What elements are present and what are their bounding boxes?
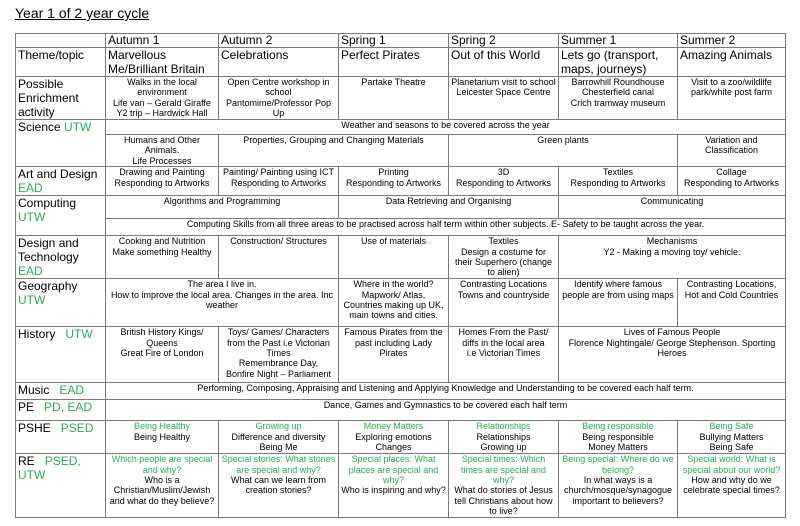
header-spring-1: Spring 1: [339, 34, 449, 48]
row-label-enrichment: Possible Enrichment activity: [16, 77, 106, 120]
science-cell: [106, 135, 219, 167]
subject-name: History: [18, 327, 56, 342]
re-cell: [219, 454, 339, 517]
geography-cell: [106, 279, 339, 327]
cell-line: Responding to Artworks: [570, 177, 666, 188]
dt-cell: [106, 236, 219, 279]
pshe-cell: [339, 421, 449, 454]
enrichment-cell: [339, 77, 449, 120]
dt-cell: Construction/ Structures: [219, 236, 339, 279]
cell-heading: Being responsible: [582, 421, 654, 432]
geography-cell: [449, 279, 559, 327]
cell-line: Crich tramway museum: [570, 97, 666, 108]
header-summer-1: Summer 1: [559, 34, 678, 48]
cell-line: Florence Nightingale/ George Stephenson. Sporting Heroes: [568, 337, 776, 359]
subject-name: Design and Technology: [18, 236, 79, 265]
pshe-cell: [559, 421, 678, 454]
cell-line: Textiles: [488, 236, 519, 247]
cell-line: Great Fire of London: [120, 348, 204, 359]
area-tag: EAD: [18, 181, 43, 196]
cell-line: Bonfire Night – Parliament: [225, 368, 332, 379]
cell-line: Where in the world?: [353, 279, 434, 290]
area-tag: PD, EAD: [44, 400, 93, 415]
cell-line: Leicester Space Centre: [456, 87, 551, 98]
theme-cell: Marvellous Me/Brilliant Britain: [106, 48, 219, 77]
row-computing-yearly: [16, 219, 786, 236]
enrichment-cell: [449, 77, 559, 120]
cell-line: Growing up: [480, 442, 527, 453]
cell-line: Collage: [716, 167, 747, 178]
re-cell: [559, 454, 678, 517]
row-label-music: [16, 383, 106, 400]
cell-line: Toys/ Games/ Characters from the Past i.e Victorian Times: [227, 327, 330, 359]
theme-cell: Amazing Animals: [678, 48, 786, 77]
cell-heading: Special places: What places are special and why?: [348, 454, 439, 486]
cell-line: Changes: [375, 442, 412, 453]
theme-cell: Perfect Pirates: [339, 48, 449, 77]
enrichment-cell: [219, 77, 339, 120]
pe-yearly-cell: Dance, Games and Gymnastics to be covered each half term: [106, 400, 786, 421]
row-history: [16, 327, 786, 383]
history-cell: [106, 327, 219, 383]
cell-heading: Special world: What is special about our world?: [682, 454, 781, 475]
pshe-cell: [219, 421, 339, 454]
cell-line: Visit to a zoo/wildlife park/white post farm: [690, 77, 773, 98]
dt-cell: [449, 236, 559, 279]
row-dt: [16, 236, 786, 279]
subject-name: Geography: [18, 279, 78, 294]
subject-name: Computing: [18, 196, 77, 211]
cell-line: Life Processes: [132, 155, 192, 166]
cell-line: Countries making up UK, main towns and cities.: [343, 300, 444, 321]
cell-line: Remembrance Day,: [238, 358, 319, 369]
cell-line: Mapwork/ Atlas,: [361, 289, 426, 300]
cell-heading: Being Healthy: [133, 421, 191, 432]
cell-line: Homes From the Past/ diffs in the local area: [458, 327, 549, 348]
row-pe: [16, 400, 786, 421]
row-label-geography: [16, 279, 106, 327]
cell-line: Pantomime/Professor Pop Up: [225, 97, 332, 119]
header-corner: [16, 34, 106, 48]
cell-line: Towns and countryside: [457, 289, 550, 300]
theme-cell: Celebrations: [219, 48, 339, 77]
cell-line: Walks in the local environment: [127, 77, 197, 98]
page-title: Year 1 of 2 year cycle: [15, 5, 150, 21]
art-cell: [219, 167, 339, 196]
cell-line: Responding to Artworks: [455, 177, 552, 188]
area-tag: UTW: [18, 210, 46, 225]
pshe-cell: [678, 421, 786, 454]
cell-line: British History Kings/ Queens: [120, 327, 204, 348]
science-cell: Properties, Grouping and Changing Materials: [219, 135, 449, 167]
cell-heading: Growing up: [255, 421, 302, 432]
cell-heading: Being special: Where do we belong?: [562, 454, 674, 475]
row-re: [16, 454, 786, 517]
geography-cell: [339, 279, 449, 327]
cell-line: Difference and diversity: [231, 431, 326, 442]
cell-line: Textiles: [602, 167, 633, 178]
cell-line: Design a costume for their Superhero (change to alien): [454, 246, 553, 278]
science-yearly-cell: Weather and seasons to be covered across the year: [106, 120, 786, 135]
cell-line: Who is inspiring and why?: [341, 485, 446, 496]
cell-line: In what ways is a church/mosque/synagogue important to believers?: [563, 475, 673, 506]
history-cell: [449, 327, 559, 383]
row-enrichment: [16, 77, 786, 120]
cell-line: Being Safe: [709, 442, 754, 453]
cell-line: Drawing and Painting: [119, 167, 205, 178]
row-geography: [16, 279, 786, 327]
cell-line: Relationships: [476, 431, 531, 442]
area-tag: UTW: [18, 293, 46, 308]
computing-yearly-cell: Computing Skills from all three areas to be practised across half term within other subjects. E- Safety to be taught across the year.: [106, 219, 786, 236]
cell-line: Responding to Artworks: [683, 177, 780, 188]
computing-cell: Algorithms and Programming: [106, 196, 339, 219]
pshe-cell: [106, 421, 219, 454]
re-cell: [106, 454, 219, 517]
header-autumn-2: Autumn 2: [219, 34, 339, 48]
cell-line: Barrowhill Roundhouse: [571, 77, 665, 87]
cell-line: Y2 trip – Hardwick Hall: [116, 108, 208, 119]
re-cell: [449, 454, 559, 517]
cell-line: Lives of Famous People: [623, 327, 721, 338]
theme-cell: Out of this World: [449, 48, 559, 77]
cell-line: Who is a Christian/Muslim/Jewish and what do they believe?: [109, 475, 215, 506]
area-tag: EAD: [18, 264, 43, 279]
subject-name: PSHE: [18, 421, 51, 436]
subject-name: Music: [18, 383, 50, 398]
cell-line: Make something Healthy: [112, 246, 212, 257]
cell-line: Responding to Artworks: [230, 177, 327, 188]
geography-cell: Identify where famous people are from using maps: [559, 279, 678, 327]
re-cell: [678, 454, 786, 517]
row-label-art: [16, 167, 106, 196]
cell-line: Chesterfield canal: [581, 87, 655, 98]
computing-cell: Communicating: [559, 196, 786, 219]
row-label-science: [16, 120, 106, 167]
cell-line: What do stories of Jesus tell Christians about how to live?: [454, 485, 553, 517]
cell-line: Money Matters: [588, 442, 648, 453]
cell-line: Exploring emotions: [355, 431, 432, 442]
row-label-theme: Theme/topic: [16, 48, 106, 77]
row-art: [16, 167, 786, 196]
cell-line: Being responsible: [582, 431, 654, 442]
cell-line: Y2 - Making a moving toy/ vehicle.: [603, 246, 741, 257]
row-science: [16, 135, 786, 167]
cell-line: Being Me: [259, 442, 298, 453]
cell-line: Painting/ Painting using ICT: [222, 167, 335, 178]
geography-cell: Contrasting Locations, Hot and Cold Countries: [678, 279, 786, 327]
cell-heading: Special times: Which times are special and why?: [460, 454, 547, 486]
history-cell: Famous Pirates from the past including Lady Pirates: [339, 327, 449, 383]
cell-line: Contrasting Locations: [459, 279, 548, 290]
theme-cell: Lets go (transport, maps, journeys): [559, 48, 678, 77]
area-tag: PSED, UTW: [18, 454, 81, 483]
cell-heading: Being Safe: [709, 421, 754, 432]
pshe-cell: [449, 421, 559, 454]
art-cell: [559, 167, 678, 196]
row-label-pe: [16, 400, 106, 421]
header-summer-2: Summer 2: [678, 34, 786, 48]
art-cell: [449, 167, 559, 196]
cell-line: Bullying Matters: [699, 431, 764, 442]
row-label-pshe: [16, 421, 106, 454]
cell-line: How and why do we celebrate special times?: [683, 475, 780, 496]
dt-cell: [559, 236, 786, 279]
history-cell: [219, 327, 339, 383]
cell-line: Life van – Gerald Giraffe: [113, 97, 211, 108]
cell-line: The area I live in.: [187, 279, 257, 290]
music-yearly-cell: Performing, Composing, Appraising and Listening and Applying Knowledge and Understanding to be covered each half term.: [106, 383, 786, 400]
subject-name: Art and Design: [18, 167, 98, 182]
row-label-computing: [16, 196, 106, 236]
header-autumn-1: Autumn 1: [106, 34, 219, 48]
row-label-history: [16, 327, 106, 383]
history-cell: [559, 327, 786, 383]
cell-line: 3D: [497, 167, 510, 178]
cell-line: How to improve the local area. Changes in the area. Inc weather: [110, 289, 334, 311]
row-music: [16, 383, 786, 400]
subject-name: PE: [18, 400, 35, 415]
area-tag: UTW: [64, 120, 92, 134]
cell-line: Partake Theatre: [361, 77, 426, 87]
row-label-dt: [16, 236, 106, 279]
cell-line: Being Healthy: [133, 431, 191, 442]
row-label-re: [16, 454, 106, 517]
cell-line: Mechanisms: [646, 236, 698, 247]
re-cell: [339, 454, 449, 517]
enrichment-cell: [106, 77, 219, 120]
cell-line: What can we learn from creation stories?: [230, 475, 327, 496]
header-row: [16, 34, 786, 48]
cell-line: Responding to Artworks: [345, 177, 442, 188]
cell-line: Printing: [378, 167, 409, 178]
row-pshe: [16, 421, 786, 454]
cell-line: Humans and Other Animals.: [123, 135, 201, 156]
art-cell: [106, 167, 219, 196]
area-tag: EAD: [59, 383, 85, 398]
area-tag: PSED: [60, 421, 94, 436]
dt-cell: Use of materials: [339, 236, 449, 279]
cell-line: Open Centre workshop in school: [227, 77, 330, 98]
cell-heading: Money Matters: [363, 421, 424, 432]
enrichment-cell: [678, 77, 786, 120]
cell-line: Cooking and Nutrition: [118, 236, 206, 247]
art-cell: [339, 167, 449, 196]
enrichment-cell: [559, 77, 678, 120]
cell-line: Responding to Artworks: [114, 177, 210, 188]
science-cell: Green plants: [449, 135, 678, 167]
computing-cell: Data Retrieving and Organising: [339, 196, 559, 219]
row-computing: [16, 196, 786, 219]
subject-name: Science: [18, 120, 61, 134]
header-spring-2: Spring 2: [449, 34, 559, 48]
subject-name: RE: [18, 454, 35, 469]
art-cell: [678, 167, 786, 196]
science-cell: Variation and Classification: [678, 135, 786, 167]
cell-heading: Relationships: [476, 421, 531, 432]
row-theme: [16, 48, 786, 77]
cell-heading: Which people are special and why?: [111, 454, 213, 475]
row-science-yearly: [16, 120, 786, 135]
cell-line: i.e Victorian Times: [466, 348, 541, 359]
curriculum-table: [15, 33, 786, 518]
cell-line: Planetarium visit to school: [451, 77, 556, 87]
cell-heading: Special stories: What stories are special and why?: [221, 454, 336, 475]
area-tag: UTW: [65, 327, 93, 342]
